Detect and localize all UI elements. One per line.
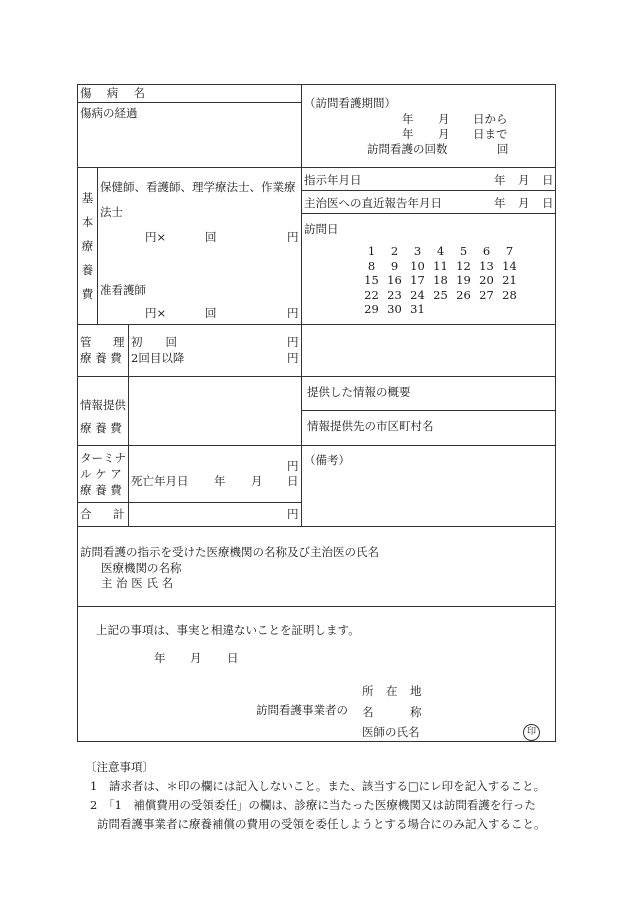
day-19[interactable]: 19: [456, 273, 471, 287]
day-21[interactable]: 21: [502, 273, 517, 287]
hokenshi-yen: 円: [287, 230, 299, 244]
report-day: 日: [542, 196, 554, 210]
cert-month: 月: [190, 651, 202, 665]
day-12[interactable]: 12: [456, 258, 471, 273]
note-1: 1 請求者は、＊印の欄には記入しないこと。また、該当する□にレ印を記入すること。: [90, 779, 546, 793]
day-25[interactable]: 25: [433, 287, 448, 302]
shozai-1: 所: [362, 684, 374, 698]
note-2-line2: 訪問看護事業者に療養補償の費用の受領を委任しようとする場合にのみ記入すること。: [97, 817, 546, 831]
kanri-second: 2回目以降: [131, 351, 185, 365]
gokei-right: 計: [113, 507, 125, 521]
period-label: （訪問看護期間）: [304, 96, 396, 110]
rule-mid-top: [301, 84, 302, 527]
keika-label: 傷病の経過: [80, 106, 138, 120]
rule-kihon-label: [97, 167, 98, 324]
day-8[interactable]: 8: [367, 258, 376, 273]
joho-label-2: 療 養 費: [80, 421, 122, 435]
day-15[interactable]: 15: [364, 273, 379, 287]
day-1[interactable]: 1: [367, 244, 376, 258]
day-18[interactable]: 18: [433, 273, 448, 287]
visit-day-calendar: [360, 244, 521, 317]
note-2-line1: 2 「1 補償費用の受領委任」の欄は、診療に当たった医療機関又は訪問看護を行った: [90, 798, 536, 812]
report-date-label: 主治医への直近報告年月日: [304, 196, 442, 210]
rule-shobyo: [77, 102, 302, 103]
terminal-death-month: 月: [251, 474, 263, 488]
rule-joho-right: [301, 410, 556, 411]
meisho-1: 名: [362, 705, 374, 719]
border-left: [77, 84, 78, 742]
day-9[interactable]: 9: [390, 258, 399, 273]
hokenshi-line1: 保健師、看護師、理学療法士、作業療: [100, 180, 296, 194]
medical-doctor-label: 主 治 医 氏 名: [101, 576, 174, 590]
shiji-year: 年: [494, 173, 506, 187]
medical-name-label: 医療機関の名称: [101, 561, 182, 575]
day-6[interactable]: 6: [482, 244, 491, 258]
day-5[interactable]: 5: [459, 244, 468, 258]
period-from-month: 月: [438, 112, 450, 126]
period-to-month: 月: [438, 127, 450, 141]
day-27[interactable]: 27: [479, 287, 494, 302]
visit-days-label: 訪問日: [304, 222, 339, 236]
hokenshi-line2: 法士: [100, 205, 123, 219]
visit-count-label: 訪問看護の回数: [367, 142, 448, 156]
shozai-2: 在: [386, 684, 398, 698]
day-23[interactable]: 23: [387, 287, 402, 302]
terminal-death-label: 死亡年月日: [131, 474, 189, 488]
rule-after-medical: [77, 606, 556, 607]
day-29[interactable]: 29: [364, 302, 379, 316]
day-20[interactable]: 20: [479, 273, 494, 287]
day-10[interactable]: 10: [410, 258, 425, 273]
cert-day: 日: [227, 651, 239, 665]
terminal-label-3: 療 養 費: [80, 483, 122, 497]
terminal-label-1: ターミナ: [80, 451, 126, 465]
provider-label: 訪問看護事業者の: [256, 703, 348, 717]
biko-label: （備考）: [304, 453, 350, 467]
shobyo-label: 傷 病 名: [80, 86, 145, 100]
day-17[interactable]: 17: [410, 273, 425, 287]
period-from-year: 年: [402, 112, 414, 126]
day-24[interactable]: 24: [410, 287, 425, 302]
visit-count-unit: 回: [497, 142, 509, 156]
rule-after-joho: [77, 445, 556, 446]
cert-year: 年: [154, 651, 166, 665]
jun-yen-times: 円×: [145, 306, 167, 320]
gokei-left: 合: [80, 507, 92, 521]
border-bottom: [77, 741, 556, 742]
rule-label-col: [128, 324, 129, 527]
ishi-label: 医師の氏名: [362, 725, 420, 739]
terminal-yen: 円: [287, 459, 299, 473]
kanri-label-3: 療 養 費: [80, 351, 122, 365]
day-13[interactable]: 13: [479, 258, 494, 273]
period-to: 日まで: [473, 127, 508, 141]
shiji-day: 日: [542, 173, 554, 187]
shiji-date-label: 指示年月日: [304, 173, 362, 187]
period-from: 日から: [473, 112, 508, 126]
seal-icon: 印: [523, 724, 540, 741]
shozai-3: 地: [410, 684, 422, 698]
joho-city: 情報提供先の市区町村名: [307, 419, 434, 433]
meisho-2: 称: [410, 705, 422, 719]
gokei-yen: 円: [287, 507, 299, 521]
terminal-label-2: ル ケ ア: [80, 467, 122, 481]
kanri-first: 初 回: [131, 335, 177, 349]
day-11[interactable]: 11: [433, 258, 448, 273]
day-3[interactable]: 3: [413, 244, 422, 258]
day-31[interactable]: 31: [410, 302, 425, 316]
rule-after-gokei: [77, 526, 556, 527]
rule-after-top: [77, 167, 556, 168]
report-year: 年: [494, 196, 506, 210]
rule-report: [301, 213, 556, 214]
report-month: 月: [518, 196, 530, 210]
medical-heading: 訪問看護の指示を受けた医療機関の名称及び主治医の氏名: [80, 545, 379, 559]
jun-label: 准看護師: [100, 283, 146, 297]
day-16[interactable]: 16: [387, 273, 402, 287]
day-28[interactable]: 28: [502, 287, 517, 302]
terminal-death-year: 年: [214, 474, 226, 488]
hokenshi-kai: 回: [205, 230, 217, 244]
joho-summary: 提供した情報の概要: [307, 385, 411, 399]
day-7[interactable]: 7: [505, 244, 514, 258]
shiji-month: 月: [518, 173, 530, 187]
kanri-first-yen: 円: [287, 335, 299, 349]
jun-yen: 円: [287, 306, 299, 320]
day-14[interactable]: 14: [502, 258, 517, 273]
joho-label-1: 情報提供: [80, 398, 126, 412]
day-30[interactable]: 30: [387, 302, 402, 316]
rule-after-kanri: [77, 376, 556, 377]
border-top: [77, 84, 556, 85]
period-to-year: 年: [402, 127, 414, 141]
day-2[interactable]: 2: [390, 244, 399, 258]
day-4[interactable]: 4: [436, 244, 445, 258]
jun-kai: 回: [205, 306, 217, 320]
kanri-label-2: 理: [113, 335, 125, 349]
border-right: [555, 84, 556, 742]
kanri-second-yen: 円: [287, 351, 299, 365]
terminal-death-day: 日: [287, 474, 299, 488]
rule-after-kihon: [77, 324, 556, 325]
hokenshi-yen-times: 円×: [145, 230, 167, 244]
rule-after-terminal: [77, 502, 302, 503]
kihon-label: 基 本 療 養 費: [81, 191, 94, 301]
day-22[interactable]: 22: [364, 287, 379, 302]
rule-shiji: [301, 190, 556, 191]
notes-header: 〔注意事項〕: [85, 760, 154, 774]
day-26[interactable]: 26: [456, 287, 471, 302]
kanri-label-1: 管: [80, 335, 92, 349]
cert-text: 上記の事項は、事実と相違ないことを証明します。: [96, 623, 360, 637]
